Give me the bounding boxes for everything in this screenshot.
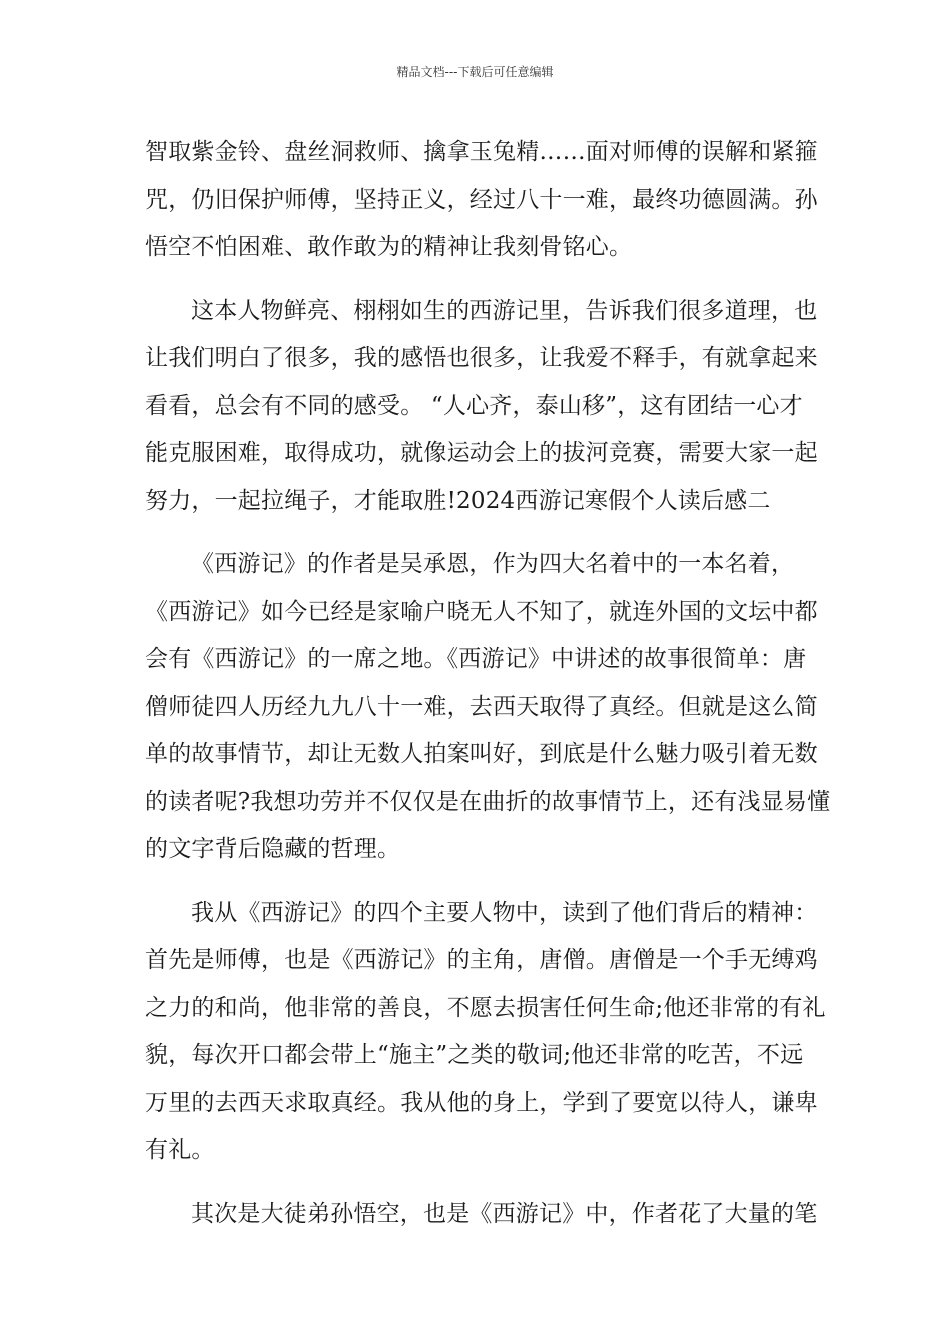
text-line: 《西游记》的作者是吴承恩，作为四大名着中的一本名着， [191,551,795,577]
text-line: 能克服困难，取得成功，就像运动会上的拔河竞赛，需要大家一起 [145,440,818,466]
text-line: 之力的和尚，他非常的善良，不愿去损害任何生命;他还非常的有礼 [145,994,826,1021]
text-line: 这本人物鲜亮、栩栩如生的西游记里，告诉我们很多道理，也 [191,297,818,324]
paragraph [145,1193,817,1241]
text-line: 其次是大徒弟孙悟空，也是《西游记》中，作者花了大量的笔 [191,1200,818,1227]
text-line: 万里的去西天求取真经。我从他的身上，学到了要宽以待人，谦卑 [145,1089,818,1116]
paragraph [145,892,826,1177]
text-line: 会有《西游记》的一席之地。《西游记》中讲述的故事很简单：唐 [145,646,807,672]
text-line: 《西游记》如今已经是家喻户晓无人不知了，就连外国的文坛中都 [145,598,818,625]
text-line: 看看，总会有不同的感受。 “人心齐，泰山移”，这有团结一心才 [145,392,803,419]
text-line: 有礼。 [145,1137,215,1163]
paragraph [145,290,817,528]
text-line: 努力，一起拉绳子，才能取胜!2024西游记寒假个人读后感二 [145,487,771,514]
text-line: 的读者呢?我想功劳并不仅仅是在曲折的故事情节上，还有浅显易懂 [145,788,831,815]
text-line: 智取紫金铃、盘丝洞救师、擒拿玉兔精……面对师傅的误解和紧箍 [145,139,818,165]
text-line: 的文字背后隐藏的哲理。 [145,836,401,862]
text-line: 貌，每次开口都会带上“施主”之类的敬词;他还非常的吃苦，不远 [145,1042,804,1068]
text-line: 僧师徒四人历经九九八十一难，去西天取得了真经。但就是这么简 [145,693,818,720]
text-line: 单的故事情节，却让无数人拍案叫好，到底是什么魅力吸引着无数 [145,741,818,767]
text-line: 咒，仍旧保护师傅，坚持正义，经过八十一难，最终功德圆满。孙 [145,186,818,213]
paragraph [145,131,817,274]
text-line: 首先是师傅，也是《西游记》的主角，唐僧。唐僧是一个手无缚鸡 [145,947,818,973]
paragraph [145,543,831,876]
document-body [145,131,831,1240]
text-line: 让我们明白了很多，我的感悟也很多，让我爱不释手，有就拿起来 [145,345,818,371]
text-line: 我从《西游记》的四个主要人物中，读到了他们背后的精神： [191,899,818,926]
page-header: 精品文档---下载后可任意编辑 [396,65,554,79]
text-line: 悟空不怕困难、敢作敢为的精神让我刻骨铭心。 [145,234,633,260]
